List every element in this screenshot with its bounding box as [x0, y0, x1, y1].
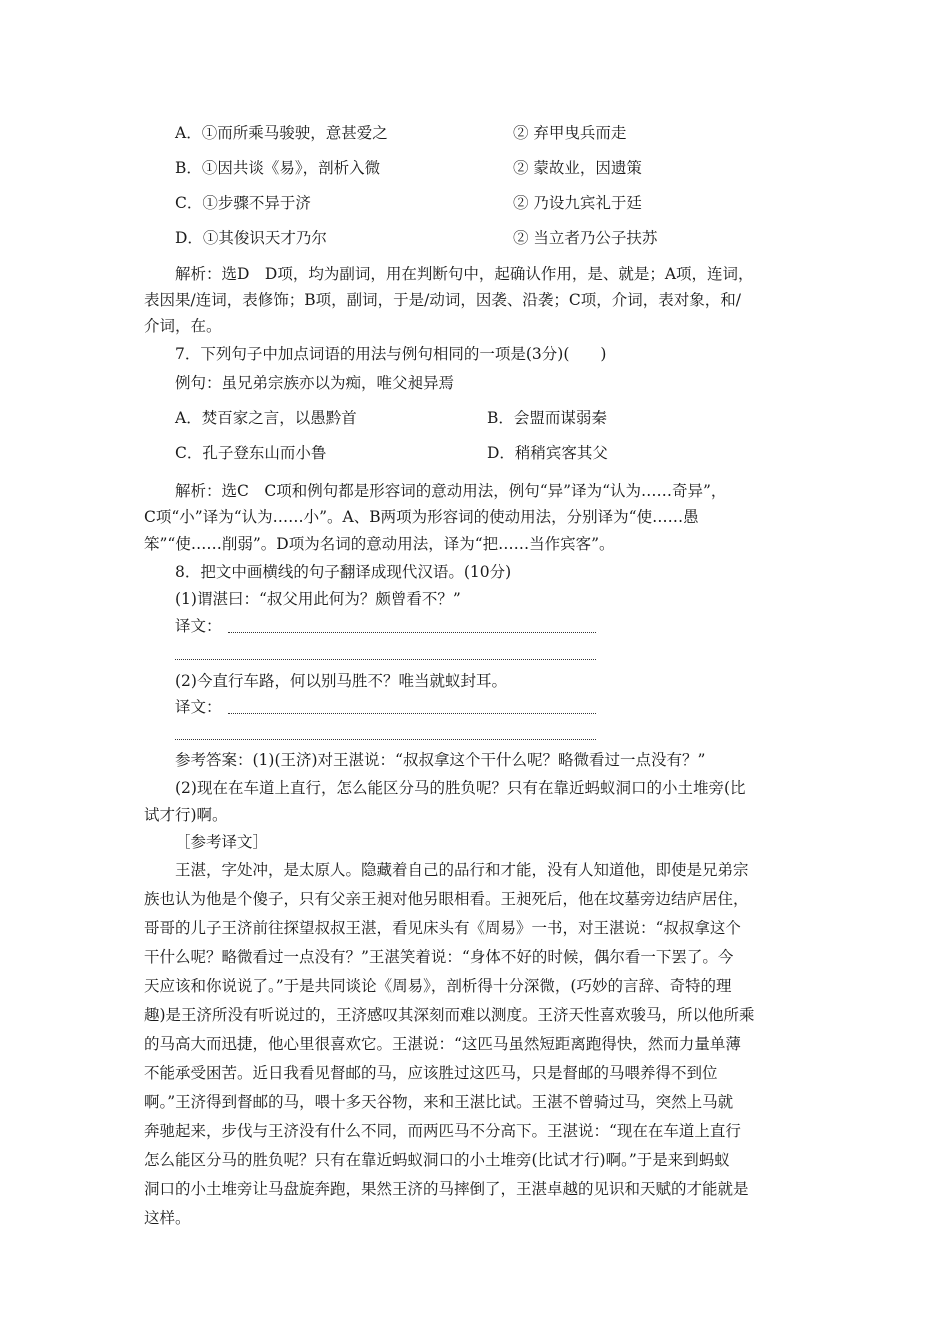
reference-translation-title: ［参考译文］: [175, 833, 269, 851]
q6-option-row: [175, 123, 815, 143]
reference-translation-line: 奔驰起来，步伐与王济没有什么不同，而两匹马不分高下。王湛说：“现在在车道上直行: [144, 1122, 741, 1140]
q6-option-right: ② 蒙故业，因遗策: [513, 159, 642, 177]
q7-option-left: C．孔子登东山而小鲁: [175, 444, 327, 462]
q6-option-right: ② 弃甲曳兵而走: [513, 124, 627, 142]
q6-option-left: D．①其俊识天才乃尔: [175, 229, 327, 247]
answer-blank-line[interactable]: [228, 713, 596, 714]
q7-analysis-line: C项“小”译为“认为……小”。A、B两项为形容词的使动用法，分别译为“使……愚: [144, 508, 699, 526]
q6-option-row: [175, 228, 815, 248]
reference-translation-line: 哥哥的儿子王济前往探望叔叔王湛，看见床头有《周易》一书，对王湛说：“叔叔拿这个: [144, 919, 741, 937]
q6-option-left: B．①因共谈《易》，剖析入微: [175, 159, 381, 177]
q6-option-right: ② 乃设九宾礼于廷: [513, 194, 642, 212]
q6-analysis-line: 解析：选D D项，均为副词，用在判断句中，起确认作用，是、就是；A项，连词，: [175, 265, 754, 283]
q6-analysis-line: 表因果/连词，表修饰；B项，副词，于是/动词，因袭、沿袭；C项，介词，表对象，和/: [144, 291, 741, 309]
q6-option-row: [175, 158, 815, 178]
q7-example: 例句：虽兄弟宗族亦以为痴，唯父昶异焉: [175, 374, 455, 392]
reference-translation-line: 这样。: [144, 1209, 191, 1227]
q7-analysis-line: 笨”“使……削弱”。D项为名词的意动用法，译为“把……当作宾客”。: [144, 535, 615, 553]
translation-label: 译文：: [175, 698, 222, 716]
q7-stem: 7．下列句子中加点词语的用法与例句相同的一项是(3分)( ): [175, 345, 607, 363]
q6-option-row: [175, 193, 815, 213]
reference-translation-line: 不能承受困苦。近日我看见督邮的马，应该胜过这匹马，只是督邮的马喂养得不到位: [144, 1064, 718, 1082]
q7-option-right: B．会盟而谋弱秦: [487, 409, 607, 427]
q7-option-row: [175, 443, 815, 463]
q6-analysis-line: 介词，在。: [144, 317, 222, 335]
reference-translation-line: 洞口的小土堆旁让马盘旋奔跑，果然王济的马摔倒了，王湛卓越的见识和天赋的才能就是: [144, 1180, 749, 1198]
q7-option-row: [175, 408, 815, 428]
q8-sentence-2: (2)今直行车路，何以别马胜不？唯当就蚁封耳。: [175, 672, 507, 690]
reference-translation-line: 族也认为他是个傻子，只有父亲王昶对他另眼相看。王昶死后，他在坟墓旁边结庐居住，: [144, 890, 749, 908]
reference-translation-line: 王湛，字处冲，是太原人。隐藏着自己的品行和才能，没有人知道他，即使是兄弟宗: [175, 861, 749, 879]
q6-option-left: A．①而所乘马骏驶，意甚爱之: [175, 124, 388, 142]
reference-translation-line: 的马高大而迅捷，他心里很喜欢它。王湛说：“这匹马虽然短距离跑得快，然而力量单薄: [144, 1035, 741, 1053]
q7-option-right: D．稍稍宾客其父: [487, 444, 608, 462]
answer-line: 参考答案：(1)(王济)对王湛说：“叔叔拿这个干什么呢？略微看过一点没有？”: [175, 751, 706, 769]
answer-line: (2)现在在车道上直行，怎么能区分马的胜负呢？只有在靠近蚂蚁洞口的小土堆旁(比: [175, 779, 746, 797]
translation-label: 译文：: [175, 617, 222, 635]
reference-translation-line: 怎么能区分马的胜负呢？只有在靠近蚂蚁洞口的小土堆旁(比试才行)啊。”于是来到蚂蚁: [144, 1151, 730, 1169]
reference-translation-line: 啊。”王济得到督邮的马，喂十多天谷物，来和王湛比试。王湛不曾骑过马，突然上马就: [144, 1093, 734, 1111]
reference-translation-line: 天应该和你说说了。”于是共同谈论《周易》，剖析得十分深微，(巧妙的言辞、奇特的理: [144, 977, 732, 995]
reference-translation-line: 趣)是王济所没有听说过的，王济感叹其深刻而难以测度。王济天性喜欢骏马，所以他所乘: [144, 1006, 755, 1024]
q7-analysis-line: 解析：选C C项和例句都是形容词的意动用法，例句“异”译为“认为……奇异”，: [175, 482, 727, 500]
q6-option-right: ② 当立者乃公子扶苏: [513, 229, 658, 247]
answer-blank-line[interactable]: [175, 739, 596, 740]
answer-blank-line[interactable]: [228, 632, 596, 633]
q7-option-left: A．焚百家之言，以愚黔首: [175, 409, 357, 427]
reference-translation-line: 干什么呢？略微看过一点没有？”王湛笑着说：“身体不好的时候，偶尔看一下罢了。今: [144, 948, 734, 966]
q8-sentence-1: (1)谓湛曰：“叔父用此何为？颇曾看不？”: [175, 590, 461, 608]
q8-stem: 8．把文中画横线的句子翻译成现代汉语。(10分): [175, 563, 512, 581]
q6-option-left: C．①步骤不异于济: [175, 194, 311, 212]
answer-blank-line[interactable]: [175, 659, 596, 660]
answer-line: 试才行)啊。: [144, 806, 228, 824]
